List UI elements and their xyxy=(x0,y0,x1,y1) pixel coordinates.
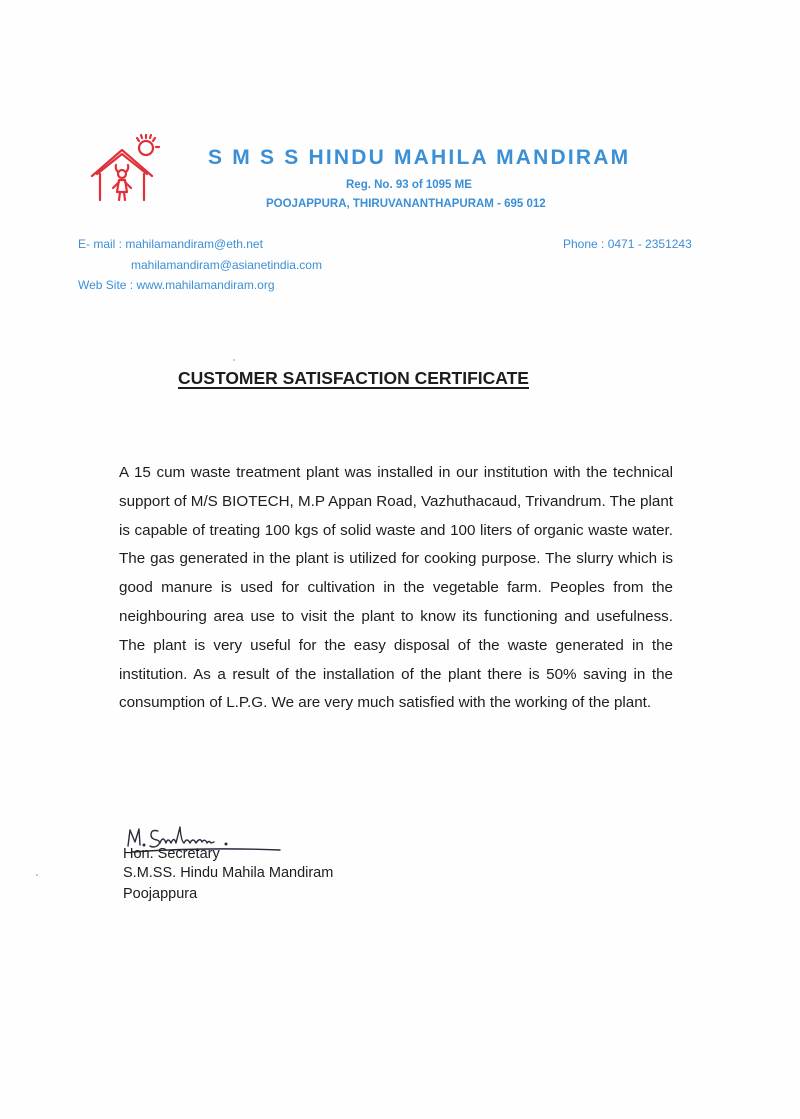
certificate-title: CUSTOMER SATISFACTION CERTIFICATE xyxy=(178,368,529,388)
signatory-place: Poojappura xyxy=(123,886,198,902)
email-secondary: mahilamandiram@asianetindia.com xyxy=(131,258,322,272)
registration-number: Reg. No. 93 of 1095 ME xyxy=(346,179,472,191)
signatory-organization: S.M.SS. Hindu Mahila Mandiram xyxy=(123,865,334,881)
website: Web Site : www.mahilamandiram.org xyxy=(78,278,275,292)
signatory-title: Hon. Secretary xyxy=(123,846,220,862)
email-primary: E- mail : mahilamandiram@eth.net xyxy=(78,237,263,251)
scan-speck xyxy=(36,874,38,876)
org-name: S M S S HINDU MAHILA MANDIRAM xyxy=(208,146,631,169)
house-with-sun-and-girl-icon xyxy=(88,130,168,210)
certificate-body: A 15 cum waste treatment plant was installed in our institution with the technical support of M/S BIOTECH, M.P Appan Road, Vazhuthacaud, Trivandrum. The plant is capable of treating 100 kgs of solid waste and 100 liters of organic waste water. The gas generated in the plant is utilized for cooking purpose. The slurry which is good manure is used for cultivation in the vegetable farm. Peoples from the neighbouring area use to visit the plant to know its functioning and usefulness. The plant is very useful for the easy disposal of the waste generated in the institution. As a result of the installation of the plant there is 50% saving in the consumption of L.P.G. We are very much satisfied with the working of the plant. xyxy=(119,464,673,712)
org-address: POOJAPPURA, THIRUVANANTHAPURAM - 695 012 xyxy=(266,198,546,210)
scan-speck xyxy=(233,359,235,361)
phone-number: Phone : 0471 - 2351243 xyxy=(563,237,692,251)
